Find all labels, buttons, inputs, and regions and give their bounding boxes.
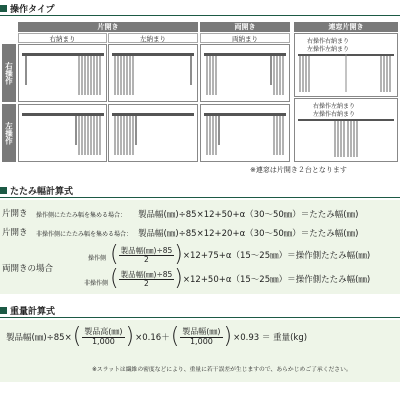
weight-formula-box	[0, 320, 400, 382]
paren-close: )	[174, 242, 183, 267]
col-header-double: 両開き	[200, 22, 290, 32]
section-title-text: 操作タイプ	[10, 5, 55, 15]
section-title-operation-type	[0, 2, 55, 15]
paren-close: )	[125, 324, 135, 349]
blind-illustration	[19, 45, 106, 101]
multi-window-note: ※連窓は片開き２台となります	[250, 166, 347, 174]
blind-illustration	[201, 45, 289, 101]
numerator: 製品幅(㎜)	[182, 327, 221, 337]
blind-illustration	[109, 105, 197, 161]
denominator: 2	[144, 254, 149, 264]
numerator: 製品幅(㎜)÷85	[120, 269, 173, 279]
section-title-text: 重量計算式	[10, 307, 56, 317]
single-open-label: 片開き	[2, 209, 28, 219]
cell-left-op-right	[18, 104, 107, 162]
formula-tail: ×0.93 ＝ 重量(kg)	[233, 333, 308, 343]
weight-formula	[6, 326, 307, 348]
numerator: 製品高(㎜)	[84, 327, 123, 337]
cell-right-op-double	[200, 44, 290, 102]
double-nonop-formula	[110, 268, 370, 290]
sub-header-left: 左納まり	[108, 33, 198, 43]
section-marker	[0, 307, 7, 314]
col-header-multi: 連窓片開き	[294, 22, 398, 32]
formula-lead: 製品幅(㎜)÷85×	[6, 333, 72, 343]
section-marker	[0, 187, 7, 194]
multi-bottom-label-1: 右操作左納まり	[313, 103, 356, 110]
operation-type-table	[2, 22, 290, 162]
multi-top-label-1: 右操作右納まり	[307, 38, 350, 45]
row-header-right	[2, 44, 16, 102]
single-line2-condition: 非操作側にたたみ幅を集める場合：	[36, 231, 133, 238]
blind-illustration	[295, 52, 397, 96]
cell-left-op-double	[200, 104, 290, 162]
denominator: 1,000	[189, 336, 213, 346]
denominator: 1,000	[91, 336, 115, 346]
single-line1-condition: 操作側にたたみ幅を集める場合：	[36, 212, 127, 219]
fraction-width	[180, 328, 222, 346]
paren-open: (	[110, 266, 119, 291]
row-header-right-text: 右操作	[4, 61, 14, 85]
double-nonop-label: 非操作側	[84, 280, 109, 287]
blind-illustration	[295, 117, 397, 161]
fraction	[119, 247, 175, 264]
section-title-folding-width	[0, 184, 73, 197]
folding-width-formulas	[0, 200, 400, 294]
paren-close: )	[174, 266, 183, 291]
multi-top-label-2: 左操作左納まり	[307, 46, 350, 53]
single-open-label-2: 片開き	[2, 228, 28, 238]
section-divider	[0, 317, 400, 318]
blind-illustration	[201, 105, 289, 161]
double-open-label: 両開きの場合	[2, 264, 54, 274]
blind-illustration	[109, 45, 197, 101]
formula-rest: ×12+50+α（15〜25㎜）＝操作側たたみ幅(㎜)	[182, 275, 371, 285]
double-op-formula	[110, 244, 370, 266]
formula-mid: ×0.16＋	[135, 333, 170, 343]
col-header-single: 片開き	[18, 22, 198, 32]
paren-open: (	[110, 242, 119, 267]
section-divider	[0, 15, 400, 16]
multi-bottom-cell	[294, 98, 398, 162]
weight-note: ※スラットは繊維の密度などにより、重量に若干誤差が生じますので、あらかじめご了承ください。	[92, 367, 352, 373]
section-title-text: たたみ幅計算式	[10, 187, 74, 197]
sub-header-right: 右納まり	[18, 33, 107, 43]
fraction	[119, 271, 175, 288]
blind-illustration	[19, 105, 106, 161]
numerator: 製品幅(㎜)÷85	[120, 245, 173, 255]
paren-close: )	[223, 324, 233, 349]
cell-right-op-left	[108, 44, 198, 102]
denominator: 2	[144, 278, 149, 288]
section-title-weight	[0, 304, 55, 317]
paren-open: (	[72, 324, 82, 349]
multi-bottom-label-2: 左操作右納まり	[313, 111, 356, 118]
fraction-height	[82, 328, 124, 346]
section-marker	[0, 5, 7, 12]
multi-window-panel	[294, 22, 398, 162]
cell-right-op-right	[18, 44, 107, 102]
cell-left-op-left	[108, 104, 198, 162]
multi-top-cell	[294, 33, 398, 97]
formula-rest: ×12+75+α（15〜25㎜）＝操作側たたみ幅(㎜)	[182, 251, 371, 261]
double-op-label: 操作側	[88, 255, 107, 262]
section-divider	[0, 197, 400, 198]
row-header-left-text: 左操作	[4, 121, 14, 145]
sub-header-double: 両納まり	[200, 33, 290, 43]
single-line1-formula: 製品幅(㎜)÷85×12+50+α（30〜50㎜）＝たたみ幅(㎜)	[138, 210, 359, 220]
row-header-left	[2, 104, 16, 162]
single-line2-formula: 製品幅(㎜)÷85×12+20+α（30〜50㎜）＝たたみ幅(㎜)	[138, 229, 359, 239]
paren-open: (	[170, 324, 180, 349]
